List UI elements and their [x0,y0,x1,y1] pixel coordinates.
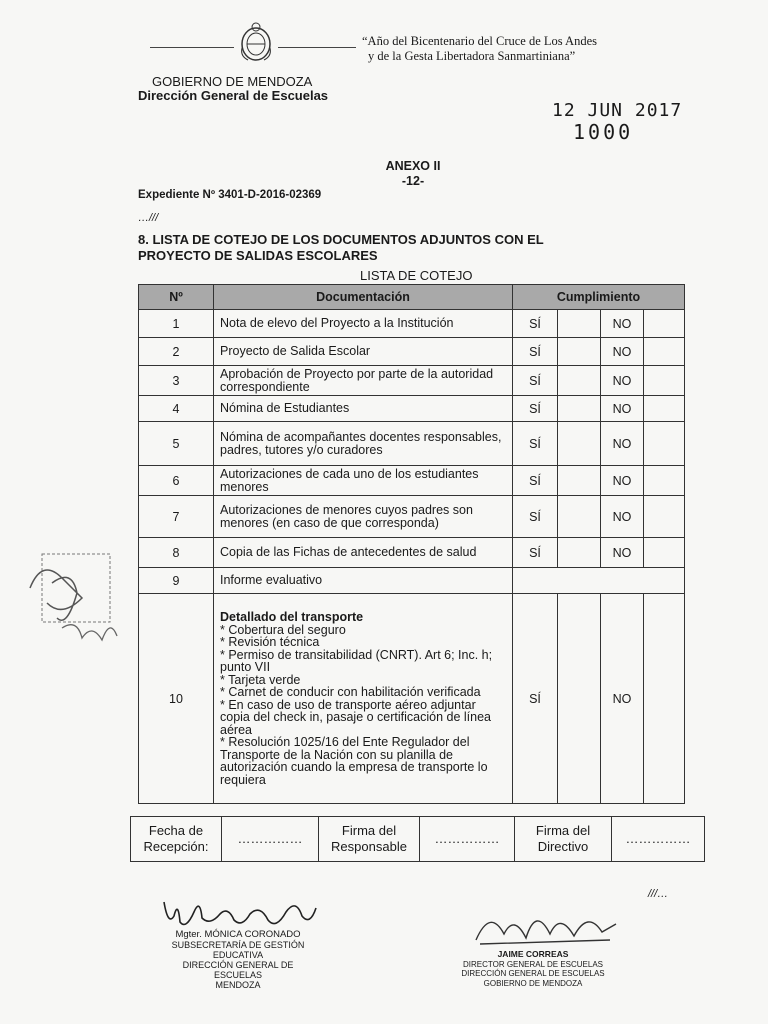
motto-line-2: y de la Gesta Libertadora Sanmartiniana” [368,49,576,63]
transport-item: * Resolución 1025/16 del Ente Regulador del Transporte de la Nación con su planilla de autorización cuando la empresa de transporte lo requiera [220,735,488,787]
reception-date-label [131,817,222,862]
row-number: 8 [139,538,214,568]
row-number: 7 [139,496,214,538]
signatory-2-name: JAIME CORREAS [497,949,569,959]
row-document: Nómina de Estudiantes [214,396,513,422]
label-line: Firma del [535,823,591,838]
transport-item: * Permiso de transitabilidad (CNRT). Art 6; Inc. h; punto VII [220,647,493,674]
table-row [139,568,685,594]
director-signature-label [515,817,612,862]
yes-label: SÍ [513,496,558,538]
director-signature-field[interactable]: …………… [612,817,705,862]
continuation-mark-end: ///… [648,888,669,900]
row-document: Aprobación de Proyecto por parte de la autoridad correspondiente [214,366,513,396]
yes-label: SÍ [513,422,558,466]
row-number: 1 [139,310,214,338]
transport-title: Detallado del transporte [220,610,364,624]
no-label: NO [601,466,644,496]
row-document: Nómina de acompañantes docentes responsables, padres, tutores y/o curadores [214,422,513,466]
table-row-transport [139,594,685,804]
reception-signature-table [130,816,705,862]
no-checkbox[interactable] [644,396,685,422]
section-title [138,232,638,264]
section-title-line-2: PROYECTO DE SALIDAS ESCOLARES [138,248,378,263]
responsible-signature-label [319,817,420,862]
header-rule-right [278,47,356,48]
row-number: 4 [139,396,214,422]
coat-of-arms-seal [236,18,276,64]
annex-heading [383,159,443,189]
department-name: Dirección General de Escuelas [138,88,329,103]
yes-label: SÍ [513,310,558,338]
yes-label: SÍ [513,396,558,422]
yes-label: SÍ [513,338,558,366]
received-date-stamp: 12 JUN 2017 [552,100,683,121]
yes-label: SÍ [513,594,558,804]
signatory-2-office: DIRECCIÓN GENERAL DE ESCUELAS [461,969,605,978]
yes-label: SÍ [513,366,558,396]
no-label: NO [601,366,644,396]
header-number: Nº [139,285,214,310]
row-number: 2 [139,338,214,366]
row-number: 3 [139,366,214,396]
no-checkbox[interactable] [644,366,685,396]
year-motto [362,34,597,64]
empty-compliance-cell [513,568,685,594]
no-label: NO [601,496,644,538]
table-row [139,538,685,568]
row-number: 5 [139,422,214,466]
no-label: NO [601,538,644,568]
label-line: Firma del [341,823,397,838]
table-row [139,338,685,366]
yes-label: SÍ [513,466,558,496]
no-checkbox[interactable] [644,310,685,338]
annex-title: ANEXO II [385,159,441,173]
label-line: Recepción: [143,839,209,854]
header-compliance: Cumplimiento [513,285,685,310]
reception-date-field[interactable]: …………… [222,817,319,862]
no-checkbox[interactable] [644,422,685,466]
row-document-transport [214,594,513,804]
file-number: Expediente Nº 3401-D-2016-02369 [138,189,322,201]
section-title-line-1: 8. LISTA DE COTEJO DE LOS DOCUMENTOS ADJUNTOS CON EL [138,232,544,247]
responsible-signature-field[interactable]: …………… [420,817,515,862]
stamp-number: 1000 [573,120,634,144]
transport-item: * Carnet de conducir con habilitación verificada [220,685,481,699]
table-header-row [139,285,685,310]
checklist-table [138,284,685,804]
margin-handwritten-initials [22,548,122,668]
yes-checkbox[interactable] [558,396,601,422]
signatory-1-title: SUBSECRETARÍA DE GESTIÓN EDUCATIVA [171,940,305,960]
yes-label: SÍ [513,538,558,568]
no-label: NO [601,422,644,466]
row-document: Autorizaciones de menores cuyos padres son menores (en caso de que corresponda) [214,496,513,538]
signatory-1-block [168,930,308,990]
row-document: Autorizaciones de cada uno de los estudiantes menores [214,466,513,496]
no-checkbox[interactable] [644,496,685,538]
motto-line-1: “Año del Bicentenario del Cruce de Los Andes [362,34,597,48]
yes-checkbox[interactable] [558,538,601,568]
no-checkbox[interactable] [644,538,685,568]
row-number: 10 [139,594,214,804]
yes-checkbox[interactable] [558,366,601,396]
yes-checkbox[interactable] [558,594,601,804]
yes-checkbox[interactable] [558,338,601,366]
table-row [139,366,685,396]
transport-item: * Revisión técnica [220,635,320,649]
signatory-1-name: Mgter. MÓNICA CORONADO [175,929,301,940]
transport-item: * Tarjeta verde [220,672,301,687]
row-number: 6 [139,466,214,496]
table-row [139,466,685,496]
yes-checkbox[interactable] [558,466,601,496]
no-label: NO [601,594,644,804]
signature-correas [470,904,620,950]
row-number: 9 [139,568,214,594]
page-number: -12- [401,174,425,188]
no-label: NO [601,396,644,422]
yes-checkbox[interactable] [558,496,601,538]
yes-checkbox[interactable] [558,310,601,338]
signatory-1-office: DIRECCIÓN GENERAL DE ESCUELAS [182,960,294,980]
signature-coronado [160,892,320,934]
table-row [139,422,685,466]
label-line: Responsable [331,839,407,854]
row-document: Informe evaluativo [214,568,513,594]
signatory-2-block [448,950,618,988]
label-line: Fecha de [148,823,204,838]
no-label: NO [601,338,644,366]
no-checkbox[interactable] [644,594,685,804]
row-document: Proyecto de Salida Escolar [214,338,513,366]
signatory-2-title: DIRECTOR GENERAL DE ESCUELAS [462,959,604,969]
table-row [139,310,685,338]
table-title: LISTA DE COTEJO [360,268,473,283]
header-rule-left [150,47,234,48]
no-checkbox[interactable] [644,466,685,496]
header-documentation: Documentación [214,285,513,310]
label-line: Directivo [537,839,589,854]
row-document: Copia de las Fichas de antecedentes de salud [214,538,513,568]
no-checkbox[interactable] [644,338,685,366]
yes-checkbox[interactable] [558,422,601,466]
transport-item: * Cobertura del seguro [220,622,346,637]
table-row [139,496,685,538]
table-row [139,396,685,422]
row-document: Nota de elevo del Proyecto a la Institución [214,310,513,338]
continuation-mark: …/// [138,212,159,224]
transport-item: * En caso de uso de transporte aéreo adjuntar copia del check in, pasaje o certificación de línea aérea [220,697,491,737]
signatory-2-place: GOBIERNO DE MENDOZA [483,978,583,988]
government-name: GOBIERNO DE MENDOZA [152,74,313,89]
no-label: NO [601,310,644,338]
signatory-1-place: MENDOZA [215,980,261,990]
